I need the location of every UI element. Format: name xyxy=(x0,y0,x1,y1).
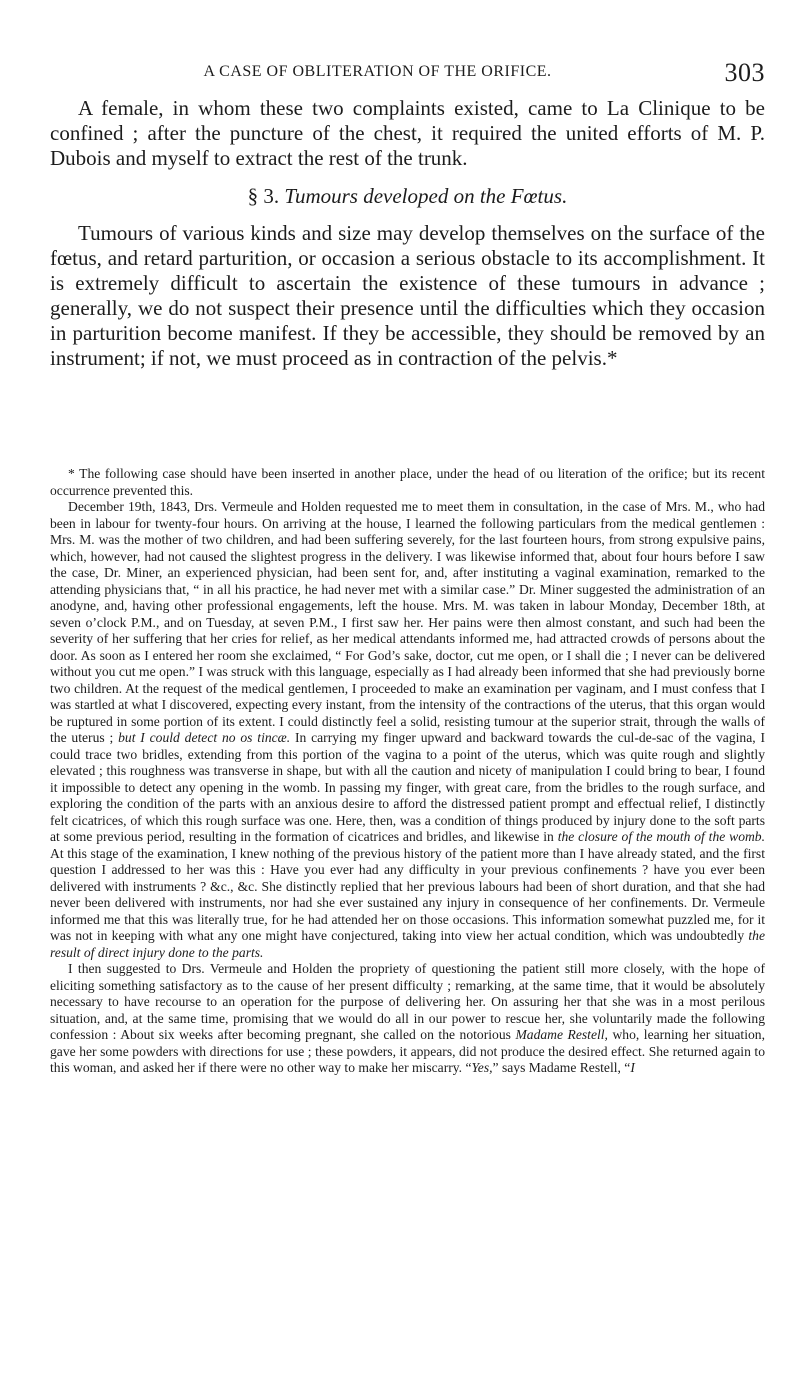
footnote xyxy=(50,466,765,1077)
footnote-emphasis: Yes, xyxy=(471,1060,493,1075)
section-paragraph: Tumours of various kinds and size may develop themselves on the surface of the fœtus, and retard parturition, or occasion a serious obstacle to its accomplishment. It is extremely difficult to ascertain the existence of these tumours in advance ; generally, we do not suspect their presence until the difficulties which they occasion in parturition become manifest. If they be accessible, they should be removed by an instrument; if not, we must proceed as in contraction of the pelvis.* xyxy=(50,221,765,370)
footnote-text: who, learning her situation, gave her some powders with directions for use ; these powders, it appears, did not produce the desired effect. She returned again to this woman, and asked her if there were no other way to make her miscarry. “ xyxy=(50,1027,765,1075)
footnote-emphasis: the result of direct injury done to the parts. xyxy=(50,928,765,960)
footnote-intro: * The following case should have been inserted in another place, under the head of ou literation of the orifice; but its recent occurrence prevented this. xyxy=(50,466,765,498)
intro-paragraph: A female, in whom these two complaints existed, came to La Clinique to be confined ; after the puncture of the chest, it required the united efforts of M. P. Dubois and myself to extract the rest of the trunk. xyxy=(50,96,765,170)
footnote-paragraph-case xyxy=(50,499,765,961)
section-number: § 3. xyxy=(247,184,280,208)
running-title: A CASE OF OBLITERATION OF THE ORIFICE. xyxy=(203,63,552,80)
section-title: Tumours developed on the Fœtus. xyxy=(284,184,568,208)
footnote-text: ” says Madame Restell, “ xyxy=(492,1060,631,1075)
page-number: 303 xyxy=(724,58,765,87)
footnote-text: I then suggested to Drs. Vermeule and Holden the propriety of questioning the patient still more closely, with the hope of eliciting something satisfactory as to the cause of her present difficulty ; remarking, at the same time, that it would be absolutely necessary to have recourse to an operation for the purpose of delivering her. On assuring her that she was in a most perilous situation, and, at the same time, promising that we would do all in our power to rescue her, she voluntarily made the following confession : About six weeks after becoming pregnant, she called on the notorious xyxy=(50,961,765,1042)
footnote-emphasis: the closure of the mouth of the womb. xyxy=(557,829,766,844)
footnote-text: In carrying my finger upward and backward towards the cul-de-sac of the vagina, I could trace two bridles, extending from this portion of the vagina to a point of the uterus, which was quite rough and slightly elevated ; this roughness was transverse in shape, but with all the caution and nicety of manipulation I could bring to bear, I found it impossible to detect any opening in the womb. In passing my finger, with great care, from the bridles to the rough surface, and exploring the condition of the parts with an anxious desire to afford the distressed patient prompt and effectual relief, I distinctly felt cicatrices, of which this rough surface was one. Here, then, was a condition of things produced by injury done to the soft parts at some previous period, resulting in the formation of cicatrices and bridles, and likewise in xyxy=(50,730,765,844)
footnote-emphasis: but I could detect no os tincæ. xyxy=(118,730,291,745)
footnote-text: December 19th, 1843, Drs. Vermeule and Holden requested me to meet them in consultation, in the case of Mrs. M., who had been in labour for twenty-four hours. On arriving at the house, I learned the following particulars from the medical gentlemen : Mrs. M. was the mother of two children, and had been suffering severely, for the last fourteen hours, from strong expulsive pains, which, however, had not caused the slightest progress in the delivery. I was likewise informed that, about four hours before I saw the case, Dr. Miner, an experienced physician, had been sent for, and, after instituting a vaginal examination, remarked to the attending physicians that, “ in all his practice, he had never met with a similar case.” Dr. Miner suggested the administration of an anodyne, and, having other professional engagements, left the house. Mrs. M. was taken in labour Monday, December 18th, at seven o’clock P.M., and on Tuesday, at seven P.M., I first saw her. Her pains were then almost constant, and such had been the severity of her suffering that her cries for relief, as her medical attendants informed me, had attracted crowds of persons about the door. As soon as I entered her room she exclaimed, “ For God’s sake, doctor, cut me open, or I shall die ; I never can be delivered without you cut me open.” I was struck with this language, especially as I had already been informed that she had previously borne two children. At the request of the medical gentlemen, I proceeded to make an examination per vaginam, and I must confess that I was startled at what I discovered, expecting every instant, from the intensity of the contractions of the uterus, that this organ would be ruptured in some portion of its extent. I could distinctly feel a solid, resisting tumour at the superior strait, through the walls of the uterus ; xyxy=(50,499,765,745)
footnote-text: At this stage of the examination, I knew nothing of the previous history of the patient more than I have already stated, and the first question I addressed to her was this : Have you ever had any difficulty in your previous confinements ? have you ever been delivered with instruments ? &c., &c. She distinctly replied that her previous labours had been of short duration, and that she had never been delivered with instruments, nor had she ever sustained any injury in consequence of her confinements. Dr. Vermeule informed me that this was literally true, for he had attended her on those occasions. This information somewhat puzzled me, for it was not in keeping with what any one might have conjectured, taking into view her actual condition, which was undoubtedly xyxy=(50,845,765,943)
running-head xyxy=(50,58,765,88)
footnote-emphasis: Madame Restell, xyxy=(515,1027,608,1042)
footnote-emphasis: I xyxy=(630,1060,635,1075)
main-text xyxy=(50,96,765,371)
footnote-paragraph-confession xyxy=(50,961,765,1077)
section-heading xyxy=(50,184,765,209)
